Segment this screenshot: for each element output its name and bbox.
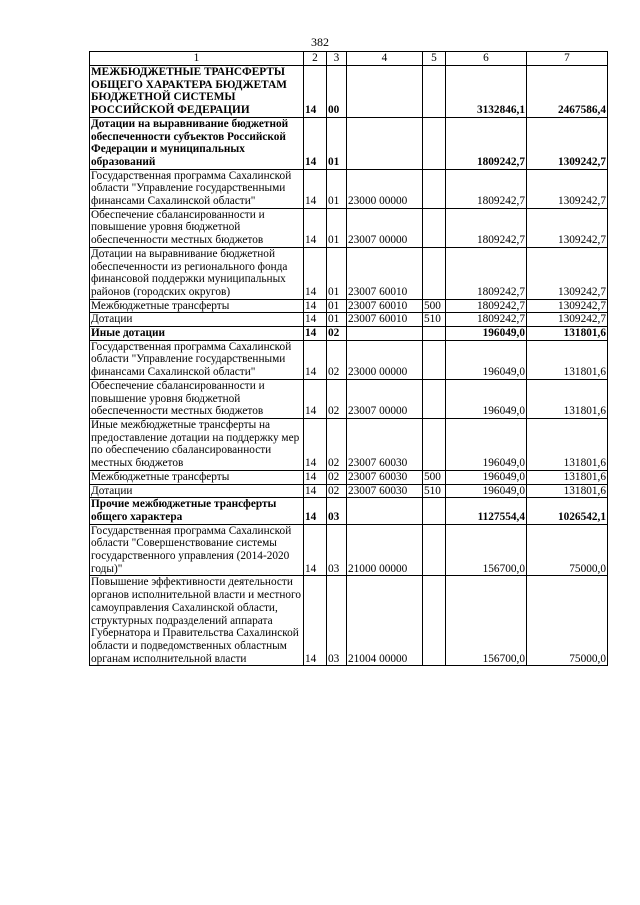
- subsection-code-cell: 01: [327, 299, 347, 313]
- row-name-cell: Обеспечение сбалансированности и повышение уровня бюджетной обеспеченности местных бюджетов: [90, 379, 304, 418]
- amount-year2-cell: 2467586,4: [527, 66, 608, 118]
- section-code-cell: 14: [304, 169, 327, 208]
- target-article-cell: [347, 117, 423, 169]
- expense-type-cell: [423, 498, 446, 524]
- section-code-cell: 14: [304, 470, 327, 484]
- subsection-code-cell: 02: [327, 379, 347, 418]
- target-article-cell: 23007 60030: [347, 484, 423, 498]
- table-row: [90, 379, 608, 418]
- column-header: 1: [90, 52, 304, 66]
- amount-year2-cell: 1309242,7: [527, 299, 608, 313]
- section-code-cell: 14: [304, 498, 327, 524]
- table-row: [90, 299, 608, 313]
- expense-type-cell: [423, 418, 446, 470]
- target-article-cell: 21000 00000: [347, 524, 423, 576]
- subsection-code-cell: 02: [327, 484, 347, 498]
- target-article-cell: 21004 00000: [347, 576, 423, 666]
- amount-year1-cell: 156700,0: [446, 576, 527, 666]
- table-row: [90, 327, 608, 341]
- expense-type-cell: [423, 327, 446, 341]
- expense-type-cell: 500: [423, 299, 446, 313]
- row-name-cell: Иные дотации: [90, 327, 304, 341]
- subsection-code-cell: 01: [327, 117, 347, 169]
- amount-year1-cell: 1809242,7: [446, 169, 527, 208]
- row-name-cell: Дотации на выравнивание бюджетной обеспеченности из регионального фонда финансовой поддержки муниципальных районов (городских округов): [90, 247, 304, 299]
- column-header: 4: [347, 52, 423, 66]
- section-code-cell: 14: [304, 484, 327, 498]
- subsection-code-cell: 03: [327, 524, 347, 576]
- table-row: [90, 498, 608, 524]
- table-row: [90, 208, 608, 247]
- row-name-cell: Межбюджетные трансферты: [90, 470, 304, 484]
- amount-year1-cell: 156700,0: [446, 524, 527, 576]
- row-name-cell: Дотации: [90, 484, 304, 498]
- amount-year2-cell: 131801,6: [527, 379, 608, 418]
- target-article-cell: 23007 60010: [347, 299, 423, 313]
- target-article-cell: 23007 00000: [347, 379, 423, 418]
- amount-year2-cell: 131801,6: [527, 327, 608, 341]
- section-code-cell: 14: [304, 327, 327, 341]
- target-article-cell: 23007 00000: [347, 208, 423, 247]
- section-code-cell: 14: [304, 247, 327, 299]
- amount-year1-cell: 196049,0: [446, 379, 527, 418]
- section-code-cell: 14: [304, 313, 327, 327]
- table-row: [90, 340, 608, 379]
- amount-year1-cell: 1809242,7: [446, 247, 527, 299]
- header-row: [90, 52, 608, 66]
- section-code-cell: 14: [304, 117, 327, 169]
- page-number: 382: [311, 35, 329, 49]
- target-article-cell: 23007 60010: [347, 313, 423, 327]
- amount-year2-cell: 131801,6: [527, 418, 608, 470]
- section-code-cell: 14: [304, 66, 327, 118]
- row-name-cell: Дотации на выравнивание бюджетной обеспеченности субъектов Российской Федерации и муниципальных образований: [90, 117, 304, 169]
- expense-type-cell: 510: [423, 484, 446, 498]
- amount-year1-cell: 196049,0: [446, 418, 527, 470]
- row-name-cell: Межбюджетные трансферты: [90, 299, 304, 313]
- table-row: [90, 484, 608, 498]
- expense-type-cell: [423, 576, 446, 666]
- section-code-cell: 14: [304, 340, 327, 379]
- section-code-cell: 14: [304, 576, 327, 666]
- section-code-cell: 14: [304, 418, 327, 470]
- row-name-cell: МЕЖБЮДЖЕТНЫЕ ТРАНСФЕРТЫ ОБЩЕГО ХАРАКТЕРА БЮДЖЕТАМ БЮДЖЕТНОЙ СИСТЕМЫ РОССИЙСКОЙ ФЕДЕРАЦИИ: [90, 66, 304, 118]
- amount-year2-cell: 1309242,7: [527, 117, 608, 169]
- table-row: [90, 313, 608, 327]
- target-article-cell: 23007 60030: [347, 470, 423, 484]
- column-header: 3: [327, 52, 347, 66]
- column-header: 2: [304, 52, 327, 66]
- amount-year1-cell: 1809242,7: [446, 117, 527, 169]
- expense-type-cell: [423, 247, 446, 299]
- expense-type-cell: [423, 524, 446, 576]
- row-name-cell: Иные межбюджетные трансферты на предоставление дотации на поддержку мер по обеспечению сбалансированности местных бюджетов: [90, 418, 304, 470]
- subsection-code-cell: 00: [327, 66, 347, 118]
- subsection-code-cell: 01: [327, 247, 347, 299]
- column-header: 6: [446, 52, 527, 66]
- section-code-cell: 14: [304, 299, 327, 313]
- target-article-cell: [347, 498, 423, 524]
- table-body: [90, 66, 608, 666]
- subsection-code-cell: 02: [327, 340, 347, 379]
- expense-type-cell: 500: [423, 470, 446, 484]
- section-code-cell: 14: [304, 208, 327, 247]
- amount-year1-cell: 196049,0: [446, 470, 527, 484]
- table-row: [90, 66, 608, 118]
- row-name-cell: Прочие межбюджетные трансферты общего характера: [90, 498, 304, 524]
- table-row: [90, 169, 608, 208]
- target-article-cell: 23007 60010: [347, 247, 423, 299]
- row-name-cell: Государственная программа Сахалинской области "Управление государственными финансами Сахалинской области": [90, 169, 304, 208]
- amount-year1-cell: 1127554,4: [446, 498, 527, 524]
- expense-type-cell: 510: [423, 313, 446, 327]
- row-name-cell: Государственная программа Сахалинской области "Управление государственными финансами Сахалинской области": [90, 340, 304, 379]
- amount-year2-cell: 1309242,7: [527, 208, 608, 247]
- subsection-code-cell: 02: [327, 418, 347, 470]
- subsection-code-cell: 02: [327, 470, 347, 484]
- row-name-cell: Дотации: [90, 313, 304, 327]
- target-article-cell: [347, 66, 423, 118]
- table-row: [90, 418, 608, 470]
- amount-year2-cell: 1309242,7: [527, 247, 608, 299]
- amount-year2-cell: 75000,0: [527, 576, 608, 666]
- section-code-cell: 14: [304, 524, 327, 576]
- subsection-code-cell: 03: [327, 576, 347, 666]
- subsection-code-cell: 03: [327, 498, 347, 524]
- row-name-cell: Обеспечение сбалансированности и повышение уровня бюджетной обеспеченности местных бюджетов: [90, 208, 304, 247]
- table-row: [90, 470, 608, 484]
- subsection-code-cell: 01: [327, 313, 347, 327]
- expense-type-cell: [423, 208, 446, 247]
- table-row: [90, 576, 608, 666]
- expense-type-cell: [423, 66, 446, 118]
- subsection-code-cell: 01: [327, 208, 347, 247]
- subsection-code-cell: 01: [327, 169, 347, 208]
- amount-year1-cell: 1809242,7: [446, 208, 527, 247]
- amount-year2-cell: 1309242,7: [527, 313, 608, 327]
- expense-type-cell: [423, 169, 446, 208]
- target-article-cell: 23000 00000: [347, 340, 423, 379]
- row-name-cell: Государственная программа Сахалинской области "Совершенствование системы государственного управления (2014-2020 годы)": [90, 524, 304, 576]
- amount-year2-cell: 131801,6: [527, 470, 608, 484]
- expense-type-cell: [423, 340, 446, 379]
- amount-year1-cell: 1809242,7: [446, 313, 527, 327]
- amount-year1-cell: 196049,0: [446, 340, 527, 379]
- row-name-cell: Повышение эффективности деятельности органов исполнительной власти и местного самоуправления Сахалинской области, структурных подразделений аппарата Губернатора и Правительства Сахалинской области и подведомственных областным органам исполнительной власти: [90, 576, 304, 666]
- amount-year1-cell: 3132846,1: [446, 66, 527, 118]
- target-article-cell: 23007 60030: [347, 418, 423, 470]
- table-row: [90, 247, 608, 299]
- expense-type-cell: [423, 379, 446, 418]
- amount-year1-cell: 196049,0: [446, 484, 527, 498]
- expense-type-cell: [423, 117, 446, 169]
- target-article-cell: 23000 00000: [347, 169, 423, 208]
- amount-year2-cell: 1309242,7: [527, 169, 608, 208]
- amount-year1-cell: 1809242,7: [446, 299, 527, 313]
- subsection-code-cell: 02: [327, 327, 347, 341]
- column-header: 7: [527, 52, 608, 66]
- table-row: [90, 524, 608, 576]
- table-row: [90, 117, 608, 169]
- amount-year2-cell: 131801,6: [527, 340, 608, 379]
- budget-table: [89, 51, 608, 666]
- target-article-cell: [347, 327, 423, 341]
- column-header: 5: [423, 52, 446, 66]
- amount-year1-cell: 196049,0: [446, 327, 527, 341]
- section-code-cell: 14: [304, 379, 327, 418]
- amount-year2-cell: 1026542,1: [527, 498, 608, 524]
- amount-year2-cell: 75000,0: [527, 524, 608, 576]
- amount-year2-cell: 131801,6: [527, 484, 608, 498]
